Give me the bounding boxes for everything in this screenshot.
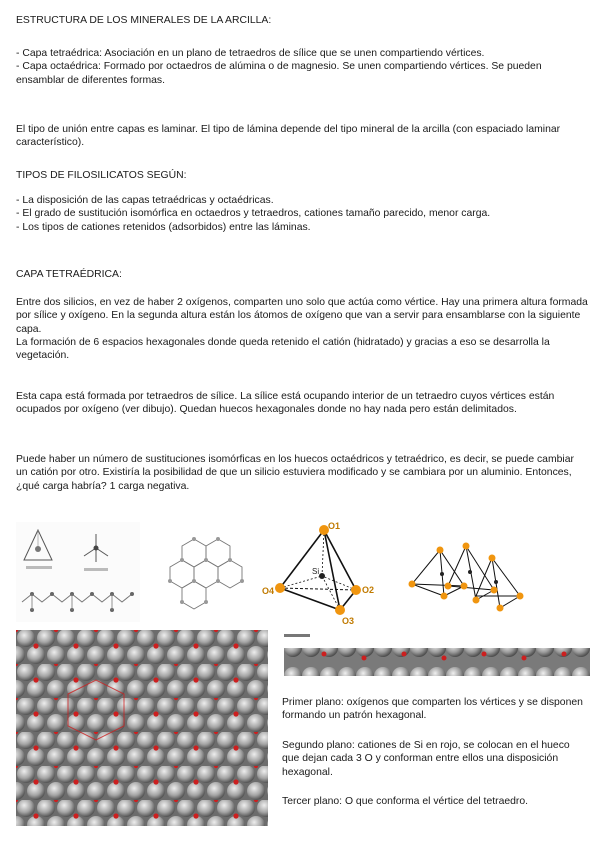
silicon-atom	[319, 573, 325, 579]
silicate-formula-sketch	[16, 522, 140, 622]
caption-segundo-plano: Segundo plano: cationes de Si en rojo, se colocan en el hueco que dejan cada 3 O y conforman entre ellos una disposición hexagonal.	[282, 740, 570, 778]
tetrahedral-sheet-top-view	[16, 630, 268, 832]
oxygen-atom	[275, 583, 285, 593]
tipos-list: - La disposición de las capas tetraédricas y octaédricas. - El grado de sustitución isomórfica en octaedros y tetraedros, cationes tamaño parecido, menor carga. - Los tipos de cationes retenidos (adsorbidos) entre las láminas.	[16, 195, 491, 233]
oxygen-atom	[351, 585, 361, 595]
capa-tetraedrica-heading: CAPA TETRAÉDRICA:	[16, 269, 122, 280]
label-si: Si	[312, 567, 320, 576]
document-title: ESTRUCTURA DE LOS MINERALES DE LA ARCILLA:	[16, 15, 272, 26]
label-o2: O2	[362, 585, 375, 595]
caption-tercer-plano: Tercer plano: O que conforma el vértice del tetraedro.	[282, 796, 529, 807]
tipos-heading: TIPOS DE FILOSILICATOS SEGÚN:	[16, 170, 187, 181]
label-o1: O1	[328, 521, 341, 531]
union-paragraph: El tipo de unión entre capas es laminar. El tipo de lámina depende del tipo mineral de la arcilla (con espaciado laminar característico).	[16, 124, 561, 149]
paragraph-sustituciones: Puede haber un número de sustituciones isomórficas en los huecos octaédricos y tetraédrico, es decir, se puede cambiar un catión por otro. Existiría la posibilidad de que un silicio estuviera modificado y se cambiara por un aluminio. Entonces, ¿qué carga habría? 1 carga negativa.	[16, 454, 574, 492]
paragraph-tetraedros: Esta capa está formada por tetraedros de sílice. La sílice está ocupando interior de un tetraedro cuyos vértices están ocupados por oxígeno (ver dibujo). Quedan huecos hexagonales donde no hay nada pero están delimitados.	[16, 391, 555, 416]
paragraph-vertices: Entre dos silicios, en vez de haber 2 oxígenos, comparten uno solo que actúa como vértice. Hay una primera altura formada por sílice y oxígeno. En la segunda altura están los átomos de oxígeno que van a servir para ensamblarse con la siguiente capa. La formación de 6 espacios hexagonales donde queda retenido el catión (hidratado) y gracias a eso se desarrolla la vegetación.	[16, 297, 588, 362]
linked-tetrahedra-diagram	[404, 534, 534, 616]
label-o4: O4	[262, 586, 275, 596]
oxygen-atom	[335, 605, 345, 615]
silica-tetrahedron-diagram	[262, 520, 382, 626]
hexagonal-ring-sketch	[152, 526, 252, 618]
caption-primer-plano: Primer plano: oxígenos que comparten los vértices y se disponen formando un patrón hexagonal.	[282, 697, 583, 722]
tetrahedral-sheet-side-view	[284, 634, 590, 682]
label-o3: O3	[342, 616, 355, 626]
intro-paragraph: - Capa tetraédrica: Asociación en un plano de tetraedros de sílice que se unen compartiendo vértices. - Capa octaédrica: Formado por octaedros de alúmina o de magnesio. Se unen compartiendo vértices. Se pueden ensamblar de diferentes formas.	[16, 48, 542, 86]
